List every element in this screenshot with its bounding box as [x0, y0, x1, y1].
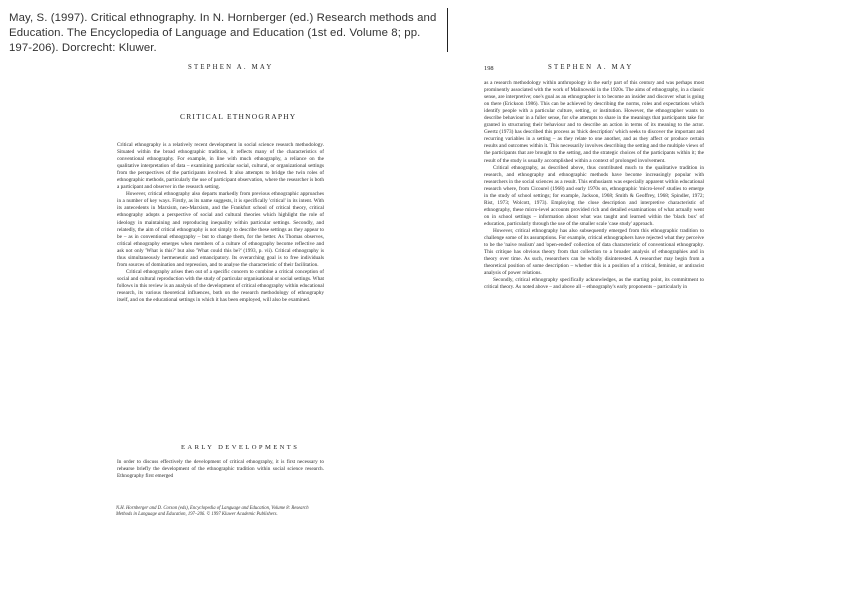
left-paragraph: However, critical ethnography also departs markedly from previous ethnographic approaches in a number of key ways. Firstly, as its name suggests, it is specifically 'critical' in its intent. With its antecedents in Marxism, neo-Marxism, and the Frankfurt school of critical theory, critical ethnography adopts a perspective of social and cultural theories which highlight the role of ideology in maintaining and reproducing inequality within particular settings. Secondly, and relatedly, the aim of critical ethnography is not simply to describe these settings as they appear to be – as in conventional ethnography – but to change them, for the better. As Thomas observes, critical ethnography emerges when members of a culture of ethnography become reflective and ask not only 'What is this?' but also 'What could this be?' (1993, p. vii). Critical ethnography is thus simultaneously hermeneutic and emancipatory. Its overarching goal is to free individuals from sources of domination and repression, and to analyse the characteristic of their facilitation.	[117, 191, 324, 268]
footnote: N.H. Hornberger and D. Corson (eds), Encyclopedia of Language and Education, Volume 8: Research Methods in Language and Education, 197–206. © 1997 Kluwer Academic Publishers.	[116, 506, 309, 518]
citation: May, S. (1997). Critical ethnography. In N. Hornberger (ed.) Research methods and Education. The Encyclopedia of Language and Education (1st ed. Volume 8; pp. 197-206). Dorcrecht: Kluwer.	[9, 12, 437, 54]
section-paragraph: In order to discuss effectively the development of critical ethnography, it is first necessary to rehearse briefly the development of the ethnographic tradition within social science research. Ethnography first emerged	[117, 459, 324, 480]
right-paragraph: as a research methodology within anthropology in the early part of this century and was perhaps most prominently associated with the work of Malinowski in the 1920s. The aims of ethnography, in a classic sense, are interpretive; one's goal as an ethnographer is to become an insider and discover what is going on there (Erickson 1986). This can be achieved by describing the norms, roles and expectations which identify people with a particular culture, setting, or institution. However, the ethnographer wants to describe behaviour in a fuller sense, for s/he attempts to share in the meanings that participants take for granted in structuring their behaviour and to describe an action in terms of its meaning to the actor. Geertz (1973) has described this process as 'thick description' which seeks to discover the important and recurring variables in a setting – as they relate to one another, and as they affect or produce certain results and outcomes within it. This necessarily involves describing the setting and the multiple views of the participants that are brought to the setting, and the strategic choices of the participants within it; the result of the study is usually accomplished within a context of prolonged involvement.	[484, 80, 704, 164]
section-heading: EARLY DEVELOPMENTS	[181, 444, 300, 451]
right-body	[484, 80, 704, 291]
left-paragraph: Critical ethnography is a relatively recent development in social science research methodology. Situated within the broad ethnographic tradition, it reflects many of the characteristics of conventional ethnography. For example, in line with much ethnography, a reliance on the qualitative interpretation of data – examining particular social, cultural, or organizational settings from the perspectives of the participants involved. It also attempts to bridge the twin roles of ethnographic methods, particularly the use of participant observation, where the researcher is both a participant and observer in the research setting.	[117, 142, 324, 191]
right-paragraph: However, critical ethnography has also subsequently emerged from this ethnographic tradition to challenge some of its assumptions. For example, critical ethnographers have rejected what they perceive to be the 'naive realism' and 'open-ended' collection of data characteristic of conventional ethnography. This critique has obvious theory from that collection to a broader analysis of ethnographies and in theory over time. As such, researchers can be wholly disinterested. A researcher may begin from a theoretical position of some description – whether this is a position of a critical, feminist, or antiracist analysis of power relations.	[484, 227, 704, 277]
page-number: 198	[484, 65, 494, 72]
left-paragraph: Critical ethnography arises then out of a specific concern to combine a critical conception of social and cultural reproduction with the study of particular organisational or social settings. What follows in this review is an analysis of the development of critical ethnography within educational research, its various theoretical influences, both on the research methodology of ethnography itself, and on the educational settings in which it has been employed, will also be examined.	[117, 268, 324, 304]
chapter-title: CRITICAL ETHNOGRAPHY	[180, 112, 297, 121]
right-paragraph: Critical ethnography, as described above, thus contributed much to the qualitative tradition in research, and ethnography and ethnographic methods have become increasingly popular with researchers in the social sciences as a result. This enthusiasm was especially apparent within educational research where, from Cicourel (1968) and early 1970s on, ethnographic 'micro-level' studies to emerge in the study of school settings; for example, Jackson, 1968; Smith & Geoffrey, 1968; Spindler, 1972; Rist, 1973; Wolcott, 1973). Employing the close description and interpretive characteristic of ethnography, these micro-level accounts provided rich and detailed examinations of what actually went on in school settings – information about what was taught and learned within the 'black box' of education, particularly through the use of the smaller scale 'case study' approach.	[484, 164, 704, 227]
left-body	[117, 142, 324, 304]
citation-bracket	[444, 8, 448, 52]
right-paragraph: Secondly, critical ethnography specifically acknowledges, as the starting point, its commitment to critical theory. As noted above – and above all – ethnography's early proponents – particularly in	[484, 277, 704, 291]
section-body	[117, 459, 324, 480]
left-running-head: STEPHEN A. MAY	[188, 64, 274, 71]
right-running-head: STEPHEN A. MAY	[548, 64, 634, 71]
